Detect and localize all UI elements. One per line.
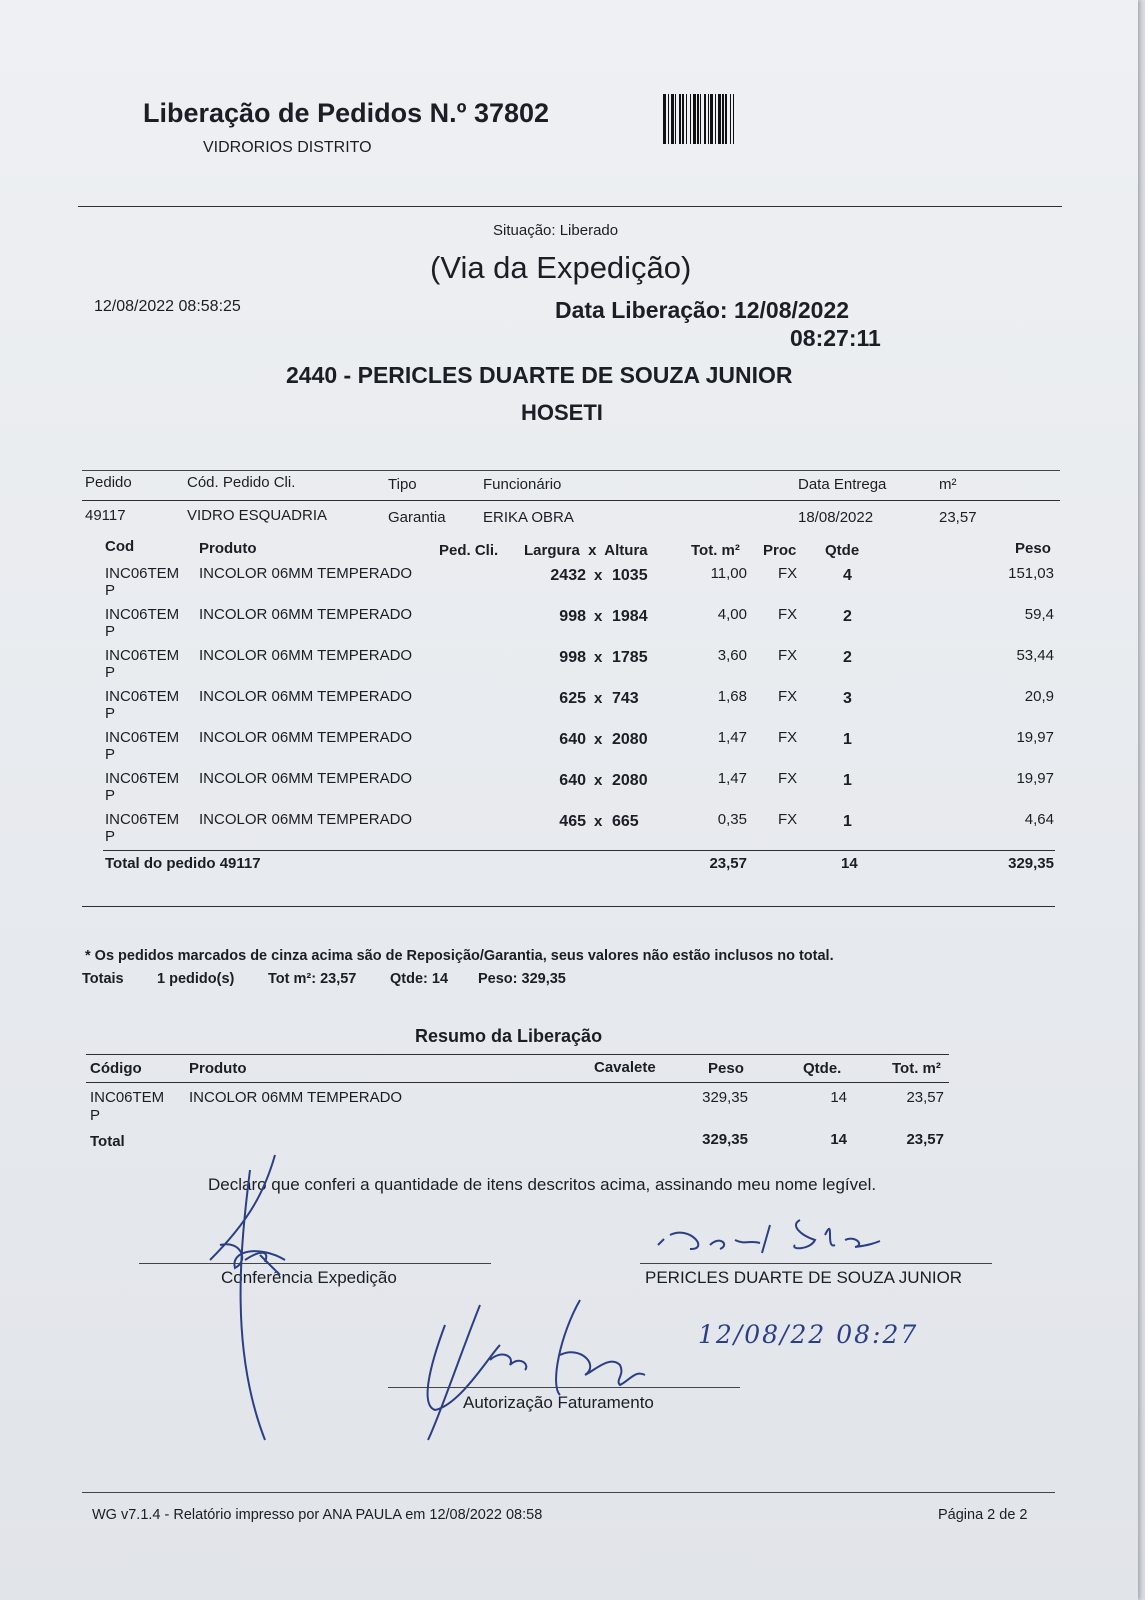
item-cod: INC06TEM P: [105, 647, 180, 681]
item-altura: 2080: [612, 731, 648, 748]
order-total-peso: 329,35: [1008, 855, 1054, 872]
summary-col-produto: Produto: [189, 1060, 247, 1077]
summary-header-line: [86, 1082, 949, 1083]
item-cod: INC06TEM P: [105, 729, 180, 763]
item-tot-m2: 4,00: [717, 606, 747, 623]
item-peso: 53,44: [1016, 647, 1054, 664]
order-pedido: 49117: [85, 507, 126, 524]
summary-col-codigo: Código: [90, 1060, 142, 1077]
item-altura: 1984: [612, 608, 648, 625]
item-largura: 640: [559, 731, 586, 748]
order-total-label: Total do pedido 49117: [105, 855, 261, 872]
item-produto: INCOLOR 06MM TEMPERADO: [199, 606, 413, 623]
summary-total-qtde: 14: [830, 1131, 847, 1148]
col-data-entrega: Data Entrega: [798, 476, 887, 493]
item-x: x: [594, 690, 603, 707]
footnote: * Os pedidos marcados de cinza acima são de Reposição/Garantia, seus valores não estão inclusos no total.: [85, 948, 834, 964]
item-produto: INCOLOR 06MM TEMPERADO: [199, 770, 413, 787]
item-produto: INCOLOR 06MM TEMPERADO: [199, 811, 413, 828]
via-label: (Via da Expedição): [430, 250, 692, 285]
footer-left: WG v7.1.4 - Relatório impresso por ANA PAULA em 12/08/2022 08:58: [92, 1507, 543, 1523]
client-name: 2440 - PERICLES DUARTE DE SOUZA JUNIOR: [286, 362, 793, 388]
item-produto: INCOLOR 06MM TEMPERADO: [199, 729, 413, 746]
item-row: [0, 811, 1138, 851]
autorizacao-label: Autorização Faturamento: [463, 1393, 654, 1412]
page-title: Liberação de Pedidos N.º 37802: [143, 98, 550, 128]
summary-col-tot-m2: Tot. m²: [892, 1060, 941, 1077]
item-largura: 998: [559, 649, 586, 666]
item-peso: 151,03: [1008, 565, 1054, 582]
item-x: x: [594, 567, 603, 584]
item-x: x: [594, 731, 603, 748]
item-largura: 2432: [550, 567, 586, 584]
summary-col-cavalete: Cavalete: [594, 1059, 656, 1076]
item-row: [0, 688, 1138, 728]
item-tot-m2: 3,60: [717, 647, 747, 664]
item-tot-m2: 1,47: [717, 729, 747, 746]
totais-peso: Peso: 329,35: [478, 971, 566, 987]
item-produto: INCOLOR 06MM TEMPERADO: [199, 688, 413, 705]
order-total-m2: 23,57: [709, 855, 747, 872]
item-proc: FX: [778, 647, 798, 664]
item-largura: 998: [559, 608, 586, 625]
summary-top-line: [86, 1054, 949, 1055]
status-text: Situação: Liberado: [493, 222, 619, 239]
item-x: x: [594, 772, 603, 789]
item-tot-m2: 1,68: [717, 688, 747, 705]
item-altura: 1035: [612, 567, 648, 584]
item-proc: FX: [778, 811, 798, 828]
order-section-end-line: [82, 906, 1055, 907]
item-row: [0, 606, 1138, 646]
totais-m2: Tot m²: 23,57: [268, 971, 357, 987]
items-col-proc: Proc: [763, 542, 797, 559]
col-m2: m²: [939, 476, 957, 493]
client-subtitle: HOSETI: [521, 400, 603, 425]
item-cod: INC06TEM P: [105, 565, 180, 599]
item-cod: INC06TEM P: [105, 688, 180, 722]
totais-pedidos: 1 pedido(s): [157, 971, 235, 987]
item-largura: 465: [559, 813, 586, 830]
declaration-text: Declaro que conferi a quantidade de itens descritos acima, assinando meu nome legível.: [208, 1175, 877, 1194]
client-signature: [650, 1205, 890, 1265]
item-cod: INC06TEM P: [105, 770, 180, 804]
item-proc: FX: [778, 688, 798, 705]
summary-total-peso: 329,35: [702, 1131, 748, 1148]
item-qtde: 2: [843, 649, 852, 666]
items-col-peso: Peso: [1015, 540, 1051, 557]
item-row: [0, 729, 1138, 769]
item-peso: 20,9: [1024, 688, 1054, 705]
order-data-entrega: 18/08/2022: [798, 509, 874, 526]
item-peso: 19,97: [1016, 770, 1054, 787]
order-cod-pedido-cli: VIDRO ESQUADRIA: [187, 507, 328, 524]
item-tot-m2: 1,47: [717, 770, 747, 787]
item-produto: INCOLOR 06MM TEMPERADO: [199, 565, 413, 582]
item-qtde: 1: [843, 772, 852, 789]
item-proc: FX: [778, 729, 798, 746]
item-row: [0, 770, 1138, 810]
summary-total-label: Total: [90, 1133, 125, 1150]
item-proc: FX: [778, 770, 798, 787]
totais-label: Totais: [82, 971, 124, 987]
summary-row-qtde: 14: [830, 1089, 847, 1106]
release-date: Data Liberação: 12/08/2022: [555, 297, 850, 323]
item-qtde: 1: [843, 731, 852, 748]
item-altura: 743: [612, 690, 639, 707]
autorizacao-signature: [420, 1295, 660, 1445]
item-peso: 4,64: [1024, 811, 1054, 828]
conferencia-label: Conferência Expedição: [221, 1268, 397, 1287]
summary-title: Resumo da Liberação: [415, 1026, 603, 1046]
summary-row-produto: INCOLOR 06MM TEMPERADO: [189, 1089, 403, 1106]
footer-page: Página 2 de 2: [938, 1507, 1028, 1523]
item-proc: FX: [778, 606, 798, 623]
company-name: VIDRORIOS DISTRITO: [203, 139, 372, 156]
footer-line: [82, 1492, 1055, 1493]
items-col-produto: Produto: [199, 540, 257, 557]
item-altura: 1785: [612, 649, 648, 666]
order-table-top: [82, 470, 1060, 471]
summary-row-codigo: INC06TEM P: [90, 1089, 165, 1124]
item-proc: FX: [778, 565, 798, 582]
items-col-cod: Cod: [105, 538, 135, 555]
summary-row-tot-m2: 23,57: [906, 1089, 944, 1106]
item-x: x: [594, 608, 603, 625]
item-qtde: 1: [843, 813, 852, 830]
item-row: [0, 647, 1138, 687]
release-time: 08:27:11: [790, 325, 881, 351]
totais-qtde: Qtde: 14: [390, 971, 449, 987]
items-col-qtde: Qtde: [825, 542, 860, 559]
item-tot-m2: 0,35: [717, 811, 747, 828]
conferencia-signature: [190, 1150, 330, 1450]
barcode-bar: [734, 94, 737, 144]
item-qtde: 3: [843, 690, 852, 707]
order-funcionario: ERIKA OBRA: [483, 509, 574, 526]
item-largura: 640: [559, 772, 586, 789]
item-x: x: [594, 649, 603, 666]
items-col-ped-cli: Ped. Cli.: [439, 542, 499, 559]
col-tipo: Tipo: [388, 476, 417, 493]
order-m2: 23,57: [939, 509, 977, 526]
col-pedido: Pedido: [85, 474, 132, 491]
summary-col-qtde: Qtde.: [803, 1060, 842, 1077]
item-cod: INC06TEM P: [105, 606, 180, 640]
barcode: [663, 94, 837, 144]
summary-row-peso: 329,35: [702, 1089, 748, 1106]
item-x: x: [594, 813, 603, 830]
item-qtde: 4: [843, 567, 852, 584]
item-cod: INC06TEM P: [105, 811, 180, 845]
order-table-header-line: [82, 500, 1060, 501]
items-col-largura-altura: Largura x Altura: [524, 542, 648, 559]
client-signature-name: PERICLES DUARTE DE SOUZA JUNIOR: [645, 1268, 963, 1287]
order-tipo: Garantia: [388, 509, 446, 526]
item-produto: INCOLOR 06MM TEMPERADO: [199, 647, 413, 664]
col-cod-pedido-cli: Cód. Pedido Cli.: [187, 474, 296, 491]
col-funcionario: Funcionário: [483, 476, 562, 493]
items-total-line: [103, 850, 1055, 851]
summary-total-tot-m2: 23,57: [906, 1131, 944, 1148]
item-altura: 2080: [612, 772, 648, 789]
item-peso: 59,4: [1024, 606, 1054, 623]
print-datetime: 12/08/2022 08:58:25: [94, 298, 241, 315]
item-peso: 19,97: [1016, 729, 1054, 746]
summary-col-peso: Peso: [708, 1060, 744, 1077]
header-divider: [78, 206, 1062, 207]
item-altura: 665: [612, 813, 639, 830]
handwritten-date: 12/08/22 08:27: [698, 1320, 919, 1349]
item-largura: 625: [559, 690, 586, 707]
items-col-tot-m2: Tot. m²: [691, 542, 740, 559]
item-row: [0, 565, 1138, 605]
item-qtde: 2: [843, 608, 852, 625]
order-total-qtde: 14: [841, 855, 858, 872]
item-tot-m2: 11,00: [710, 565, 747, 582]
